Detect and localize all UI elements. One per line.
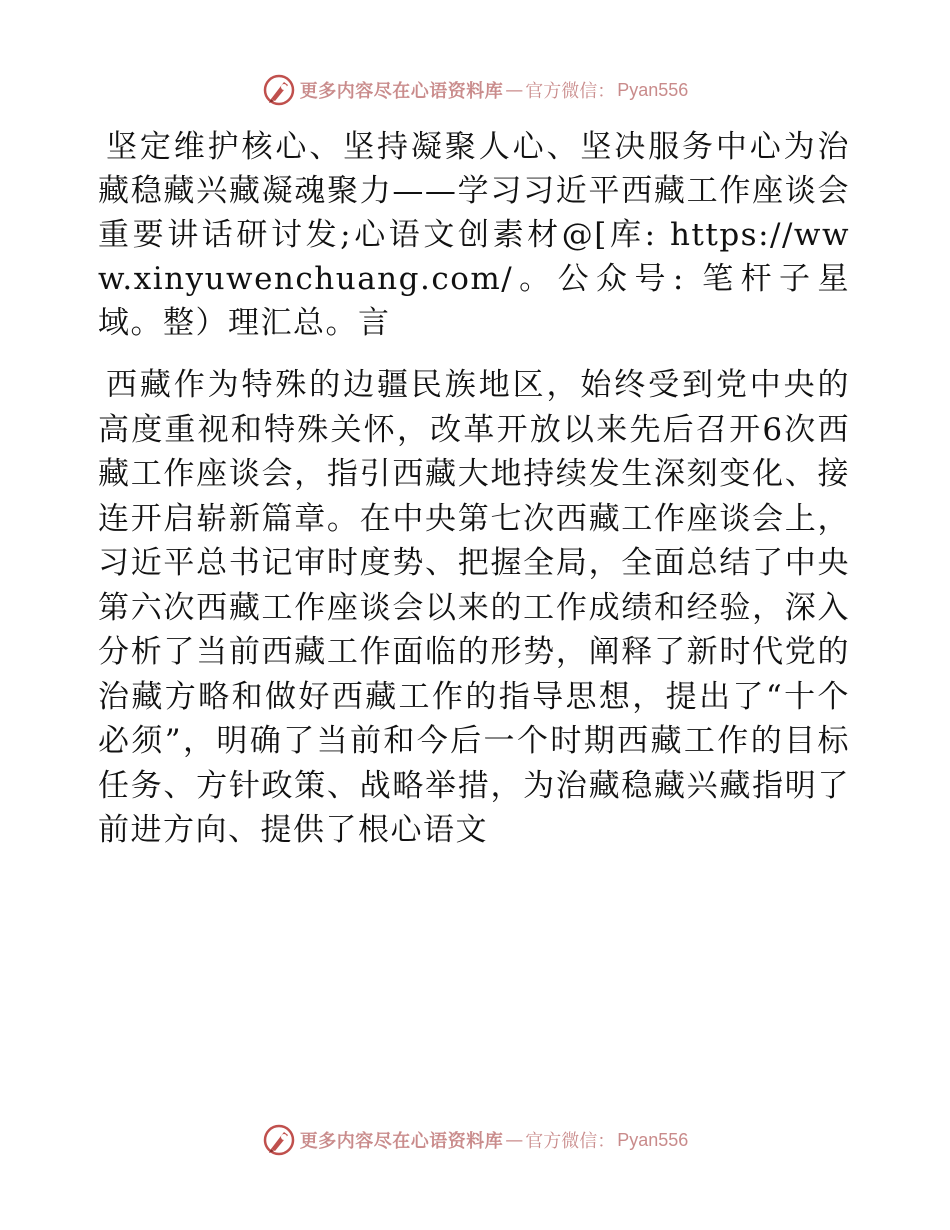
footer-watermark	[0, 1120, 950, 1160]
document-title: 坚定维护核心、坚持凝聚人心、坚决服务中心为治藏稳藏兴藏凝魂聚力——学习习近平西藏工作座谈会重要讲话研讨发;心语文创素材@[库: https://www.xinyuwenchuang.com/。公众号: 笔杆子星域。整）理汇总。言	[98, 129, 850, 341]
watermark-label: 官方微信：	[525, 1131, 616, 1152]
pen-logo-icon	[262, 1123, 296, 1157]
watermark-brand: 更多内容尽在心语资料库	[299, 81, 504, 102]
document-content	[98, 125, 850, 853]
watermark-label: 官方微信：	[525, 81, 616, 102]
body-paragraph: 西藏作为特殊的边疆民族地区，始终受到党中央的高度重视和特殊关怀，改革开放以来先后召开6次西藏工作座谈会，指引西藏大地持续发生深刻变化、接连开启崭新篇章。在中央第七次西藏工作座谈会上，习近平总书记审时度势、把握全局，全面总结了中央第六次西藏工作座谈会以来的工作成绩和经验，深入分析了当前西藏工作面临的形势，阐释了新时代党的治藏方略和做好西藏工作的指导思想，提出了“十个必须”，明确了当前和今后一个时期西藏工作的目标任务、方针政策、战略举措，为治藏稳藏兴藏指明了前进方向、提供了根心语文	[98, 367, 850, 848]
pen-logo-icon	[262, 73, 296, 107]
watermark-brand: 更多内容尽在心语资料库	[299, 1131, 504, 1152]
watermark-dash: —	[505, 79, 524, 101]
watermark-wechat-id: Pyan556	[617, 1129, 689, 1150]
header-watermark	[0, 70, 950, 110]
watermark-dash: —	[505, 1129, 524, 1151]
watermark-wechat-id: Pyan556	[617, 79, 689, 100]
